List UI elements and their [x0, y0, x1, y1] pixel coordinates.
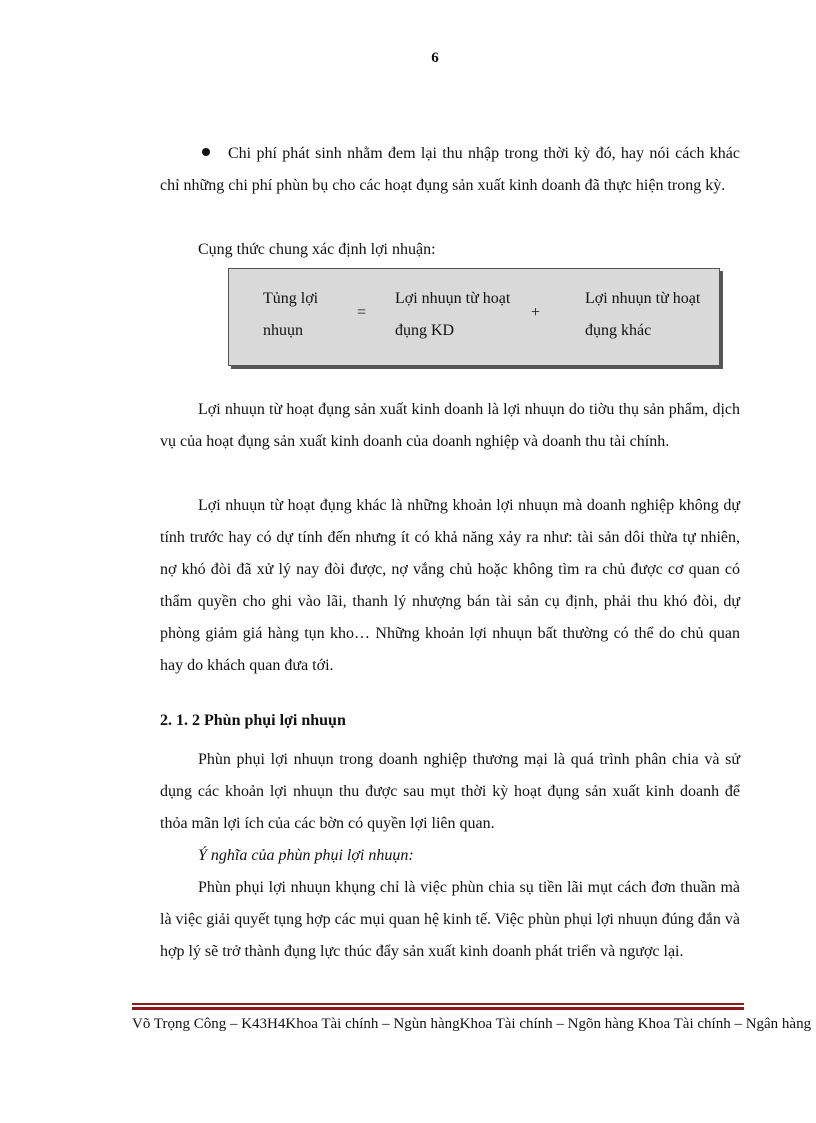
- formula-middle-term: Lợi nhuụn từ hoạt đụng KD: [395, 290, 511, 339]
- formula-left-term: Tủng lợi nhuụn: [263, 290, 319, 339]
- italic-subheading: Ý nghĩa của phùn phụi lợi nhuụn:: [198, 847, 414, 864]
- formula-equals-sign: =: [357, 304, 367, 321]
- paragraph-profit-distribution: Phùn phụi lợi nhuụn trong doanh nghiệp thương mại là quá trình phân chia và sử dụng các khoản lợi nhuụn thu được sau mụt thời kỳ hoạt đụng sản xuất kinh doanh để thỏa mãn lợi ích của các bờn có quyền lợi liên quan.: [160, 751, 740, 832]
- bullet-paragraph-text: Chi phí phát sinh nhằm đem lại thu nhập trong thời kỳ đó, hay nói cách khác chỉ những chi phí phùn bụ cho các hoạt đụng sản xuất kinh doanh đã thực hiện trong kỳ.: [160, 145, 740, 194]
- bullet-icon: [202, 148, 210, 156]
- bullet-paragraph: [160, 138, 740, 202]
- formula-right-term: Lợi nhuụn từ hoạt đụng khác: [585, 290, 701, 339]
- formula-intro: Cụng thức chung xác định lợi nhuận:: [198, 241, 436, 258]
- page-number: 6: [431, 50, 439, 66]
- paragraph-meaning: Phùn phụi lợi nhuụn khụng chỉ là việc phùn chia sụ tiền lãi mụt cách đơn thuần mà là việc giải quyết tụng hợp các mụi quan hệ kinh tế. Việc phùn phụi lợi nhuụn đúng đắn và hợp lý sẽ trở thành đụng lực thúc đẩy sản xuất kinh doanh phát triển và ngược lại.: [160, 879, 740, 960]
- footer-text: Võ Trọng Công – K43H4Khoa Tài chính – Ngùn hàngKhoa Tài chính – Ngõn hàng Khoa Tài chính – Ngân hàng: [132, 1016, 812, 1032]
- paragraph-other-profit: Lợi nhuụn từ hoạt đụng khác là những khoản lợi nhuụn mà doanh nghiệp không dự tính trước hay có dự tính đến nhưng ít có khả năng xảy ra như: tài sản dôi thừa tự nhiên, nợ khó đòi đã xử lý nay đòi được, nợ vắng chủ hoặc không tìm ra chủ được cơ quan có thẩm quyền cho ghi vào lãi, thanh lý nhượng bán tài sản cụ định, phải thu khó đòi, dự phòng giảm giá hàng tụn kho… Những khoản lợi nhuụn bất thường có thể do chủ quan hay do khách quan đưa tới.: [160, 497, 740, 674]
- section-heading: 2. 1. 2 Phùn phụi lợi nhuụn: [160, 712, 346, 729]
- paragraph-business-profit: Lợi nhuụn từ hoạt đụng sản xuất kinh doanh là lợi nhuụn do tiờu thụ sản phẩm, dịch vụ của hoạt đụng sản xuất kinh doanh của doanh nghiệp và doanh thu tài chính.: [160, 401, 740, 450]
- formula-plus-sign: +: [531, 304, 541, 321]
- formula-box: [228, 268, 720, 366]
- footer-divider: [132, 1003, 744, 1010]
